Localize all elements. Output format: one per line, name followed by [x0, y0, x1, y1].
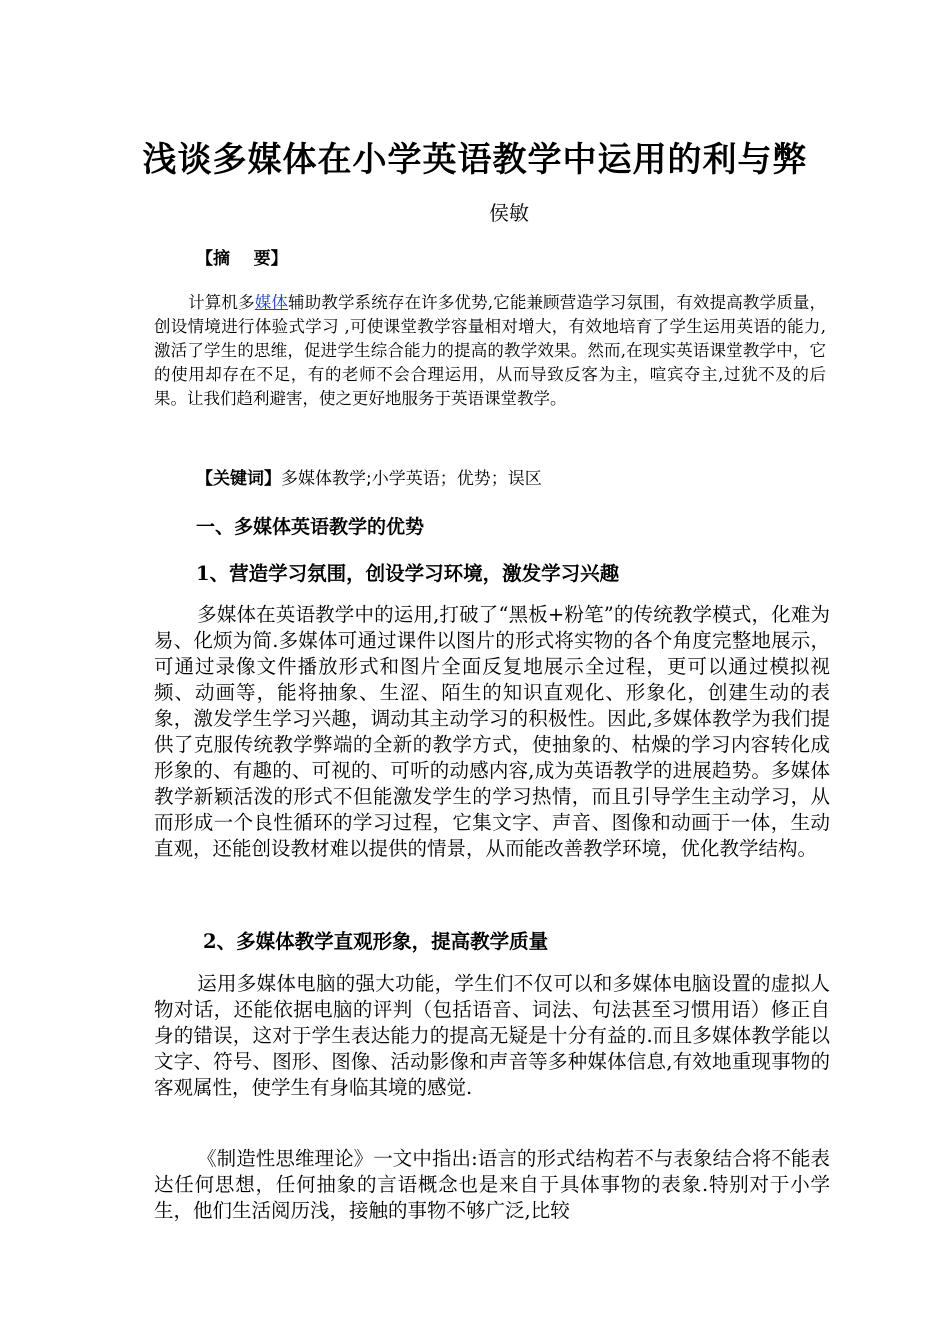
section-heading: 一、多媒体英语教学的优势 — [196, 516, 425, 538]
abstract-label: 【摘 要】 — [196, 249, 288, 269]
paragraph-2-text: 运用多媒体电脑的强大功能，学生们不仅可以和多媒体电脑设置的虚拟人物对话，还能依据电脑的评判（包括语音、词法、句法甚至习惯用语）修正自身的错误，这对于学生表达能力的提高无疑是十分有益的.而且多媒体教学能以文字、符号、图形、图像、活动影像和声音等多种媒体信息,有效地重现事物的客观属性，使学生有身临其境的感觉. — [154, 972, 830, 1099]
abstract-prefix: 计算机多 — [188, 293, 255, 312]
paragraph-1 — [154, 602, 830, 862]
author-name: 侯敏 — [489, 201, 529, 225]
keywords-text: 多媒体教学;小学英语；优势；误区 — [281, 469, 542, 489]
subsection-heading-1: 1、营造学习氛围，创设学习环境，激发学习兴趣 — [196, 562, 620, 585]
paragraph-3 — [154, 1146, 830, 1224]
keywords-label: 【关键词】 — [196, 469, 281, 489]
paragraph-1-text: 多媒体在英语教学中的运用,打破了“黑板+粉笔”的传统教学模式，化难为易、化烦为简.多媒体可通过课件以图片的形式将实物的各个角度完整地展示，可通过录像文件播放形式和图片全面反复地展示全过程，更可以通过模拟视频、动画等，能将抽象、生涩、陌生的知识直观化、形象化，创建生动的表象，激发学生学习兴趣，调动其主动学习的积极性。因此,多媒体教学为我们提供了克服传统教学弊端的全新的教学方式，使抽象的、枯燥的学习内容转化成形象的、有趣的、可视的、可听的动感内容,成为英语教学的进展趋势。多媒体教学新颖活泼的形式不但能激发学生的学习热情，而且引导学生主动学习，从而形成一个良性循环的学习过程，它集文字、声音、图像和动画于一体，生动直观，还能创设教材难以提供的情景，从而能改善教学环境，优化教学结构。 — [154, 603, 830, 860]
subsection-heading-2: 2、多媒体教学直观形象，提高教学质量 — [203, 930, 549, 953]
media-link[interactable]: 媒体 — [254, 293, 289, 312]
abstract-suffix: 辅助教学系统存在许多优势,它能兼顾营造学习氛围，有效提高教学质量，创设情境进行体验式学习 ,可使课堂教学容量相对增大，有效地培育了学生运用英语的能力,激活了学生的思维，促进学生综合能力的提高的教学效果。然而,在现实英语课堂教学中，它的使用却存在不足，有的老师不会合理运用，从而导致反客为主，喧宾夺主,过犹不及的后果。让我们趋利避害，使之更好地服务于英语课堂教学。 — [154, 293, 827, 408]
keywords-line — [196, 464, 542, 489]
abstract-text — [154, 291, 826, 411]
paragraph-2 — [154, 971, 830, 1101]
document-title: 浅谈多媒体在小学英语教学中运用的利与弊 — [142, 140, 808, 180]
paragraph-3-text: 《制造性思维理论》一文中指出:语言的形式结构若不与表象结合将不能表达任何思想，任何抽象的言语概念也是来自于具体事物的表象.特别对于小学生，他们生活阅历浅，接触的事物不够广泛,比较 — [154, 1147, 830, 1222]
